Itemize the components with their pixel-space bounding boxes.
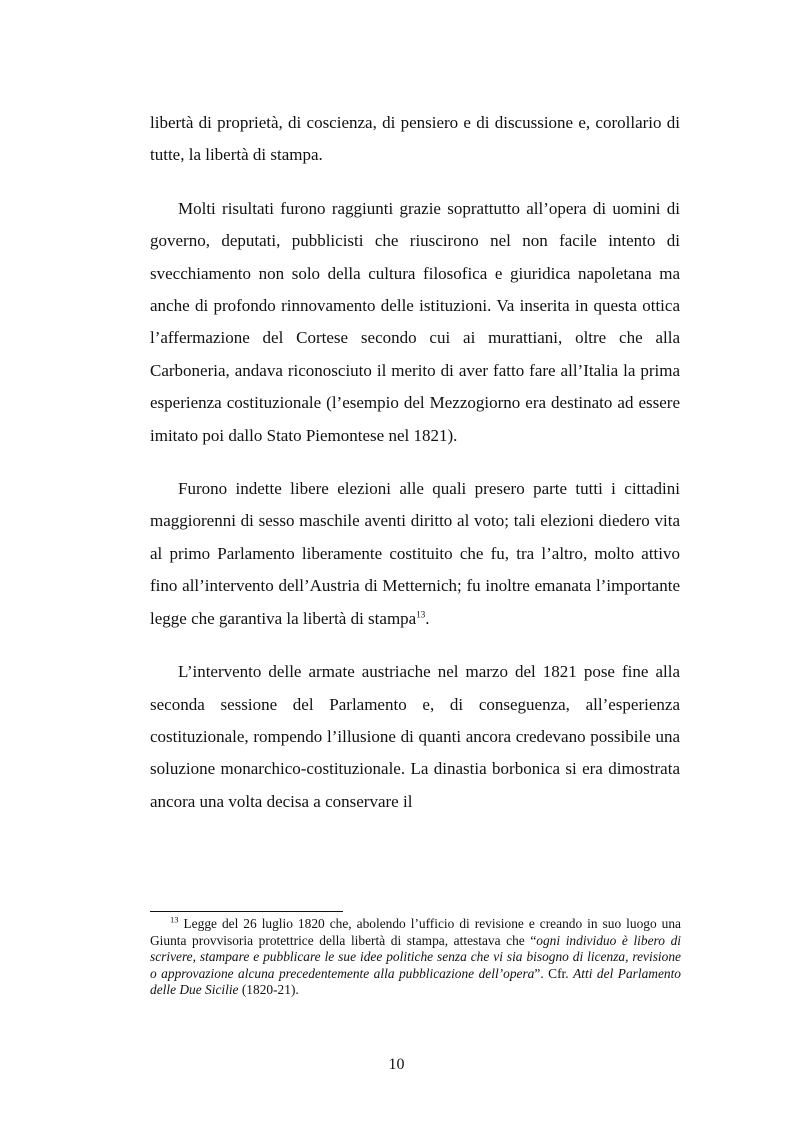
paragraph-3 [150,473,680,635]
footnote-reference-13[interactable]: 13 [416,609,426,620]
paragraph-4 [150,656,680,818]
footnote-number: 13 [170,914,179,925]
page-number: 10 [388,1056,405,1073]
paragraph-4-text: L’intervento delle armate austriache nel marzo del 1821 pose fine alla seconda sessione del Parlamento e, di conseguenza, all’esperienza costituzionale, rompendo l’illusione di quanti ancora credevano possibile una soluzione monarchico-costituzionale. La dinastia borbonica si era dimostrata ancora una volta decisa a conservare il [150,662,680,811]
footnote-text-1: Legge del 26 luglio 1820 che, abolendo l’ufficio di revisione e creando in suo luogo una Giunta provvisoria protettrice della libertà di stampa, attestava che “ [150,916,681,948]
footnote-separator [150,911,343,912]
footnote-text-3: (1820-21). [238,982,299,998]
page-body [150,107,680,839]
footnote-text-2: ”. Cfr. [534,965,574,981]
paragraph-1 [150,107,680,172]
paragraph-1-text: libertà di proprietà, di coscienza, di pensiero e di discussione e, corollario di tutte, la libertà di stampa. [150,113,680,165]
footnote-13 [150,916,681,999]
paragraph-3-end: . [425,608,430,628]
footnote-quote: ogni individuo è libero di scrivere, stampare e pubblicare le sue idee politiche senza che vi sia bisogno di licenza, revisione o approvazione alcuna precedentemente alla pubblicazione dell’opera [150,932,681,981]
paragraph-3-text: Furono indette libere elezioni alle quali presero parte tutti i cittadini maggiorenni di sesso maschile aventi diritto al voto; tali elezioni diedero vita al primo Parlamento liberamente costituito che fu, tra l’altro, molto attivo fino all’intervento dell’Austria di Metternich; fu inoltre emanata l’importante legge che garantiva la libertà di stampa [150,479,680,628]
footnote-source-title: Atti del Parlamento delle Due Sicilie [150,965,681,998]
paragraph-2-text: Molti risultati furono raggiunti grazie soprattutto all’opera di uomini di governo, deputati, pubblicisti che riuscirono nel non facile intento di svecchiamento non solo della cultura filosofica e giuridica napoletana ma anche di profondo rinnovamento delle istituzioni. Va inserita in questa ottica l’affermazione del Cortese secondo cui ai murattiani, oltre che alla Carboneria, andava riconosciuto il merito di aver fatto fare all’Italia la prima esperienza costituzionale (l’esempio del Mezzogiorno era destinato ad essere imitato poi dallo Stato Piemontese nel 1821). [150,198,680,445]
paragraph-2 [150,193,680,452]
